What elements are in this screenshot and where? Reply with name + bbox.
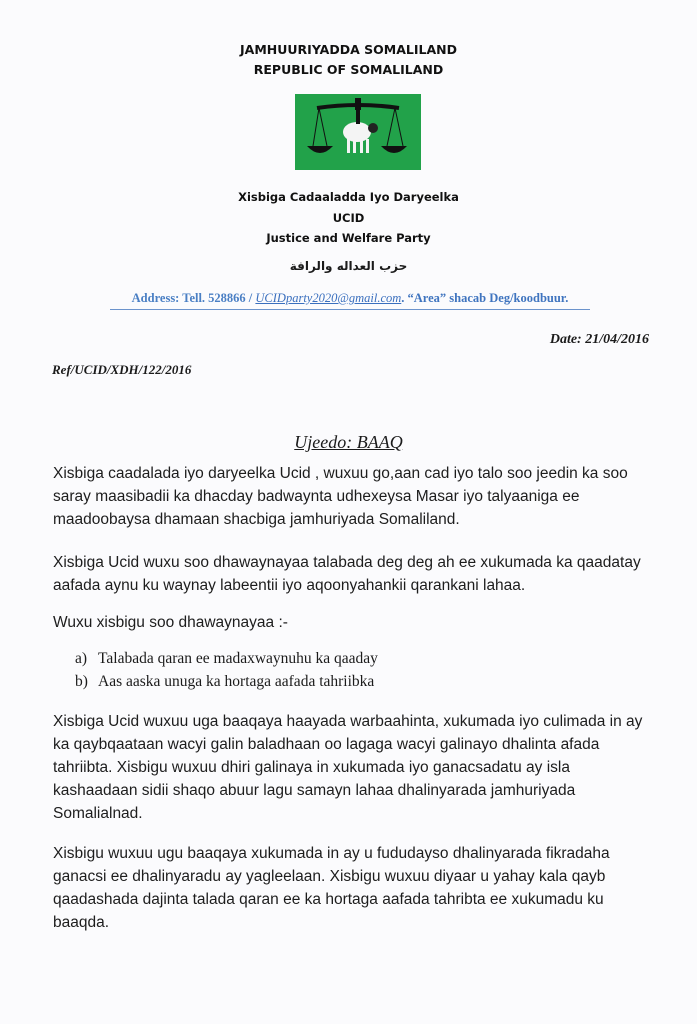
party-name-arabic: حزب العداله والرافة (289, 259, 408, 273)
list-marker: b) (75, 673, 88, 690)
paragraph-3: Wuxu xisbigu soo dhawaynayaa :- (53, 614, 288, 631)
paragraph-4: Xisbiga Ucid wuxuu uga baaqaya haayada warbaahinta, xukumada iyo culimada in ay ka qaybqaataan wacyi galin baladhaan oo lagaga wacyi galinayo dhalinta afada tahriibta. Xisbigu wuxuu dhiri galinaya in xukumada iyo ganacsadatu ay isla kashaadaan sidii shaqo abuur lagu samayn lahaa dhalinyarada jamhuriyada Somalialnad. (53, 713, 643, 822)
party-acronym: UCID (332, 211, 365, 225)
header-line-2: REPUBLIC OF SOMALILAND (253, 62, 444, 77)
list-text: Talabada qaran ee madaxwaynuhu ka qaaday (98, 650, 378, 667)
party-logo (295, 94, 421, 170)
address-suffix: . “Area” shacab Deg/koodbuur. (401, 291, 569, 305)
header-line-1: JAMHUURIYADDA SOMALILAND (240, 42, 457, 57)
list-item (75, 648, 378, 670)
address-prefix: Address: Tell. 528866 / (131, 291, 253, 305)
address-divider (110, 309, 590, 310)
paragraph-5: Xisbigu wuxuu ugu baaqaya xukumada in ay u fududayso dhalinyarada fikradaha ganacsi ee dhalinyaradu ay yagleelaan. Xisbigu wuxuu diyaar u yahay kala qayb qaadashada dajinta talada qaran ee ka hortaga aafada tahribta ee xukumadu ku baaqda. (53, 845, 610, 931)
paragraph-2: Xisbiga Ucid wuxu soo dhawaynayaa talabada deg deg ah ee xukumada ka qaadatay aafada aynu ku waynay labeentii iyo aqoonyahankii qarankani lahaa. (53, 554, 641, 594)
party-name-somali: Xisbiga Cadaaladda Iyo Daryeelka (238, 190, 459, 204)
reference-number: Ref/UCID/XDH/122/2016 (52, 362, 192, 377)
paragraph-1: Xisbiga caadalada iyo daryeelka Ucid , wuxuu go,aan cad iyo talo soo jeedin ka soo saray maasibadii ka dhacday badwaynta udhexeysa Masar iyo talyaaniga ee maadoobaysa dhamaan shacbiga jamhuriyada Somaliland. (53, 465, 628, 528)
subject-heading: Ujeedo: BAAQ (294, 432, 403, 452)
address-line (110, 291, 590, 306)
email-link[interactable]: UCIDparty2020@gmail.com (255, 291, 402, 305)
party-name-english: Justice and Welfare Party (266, 231, 431, 245)
list-marker: a) (75, 650, 88, 667)
letter-date: Date: 21/04/2016 (549, 332, 649, 347)
scales-with-sheep-icon (295, 94, 421, 170)
list-item (75, 671, 374, 693)
list-text: Aas aaska unuga ka hortaga aafada tahriibka (98, 673, 375, 690)
